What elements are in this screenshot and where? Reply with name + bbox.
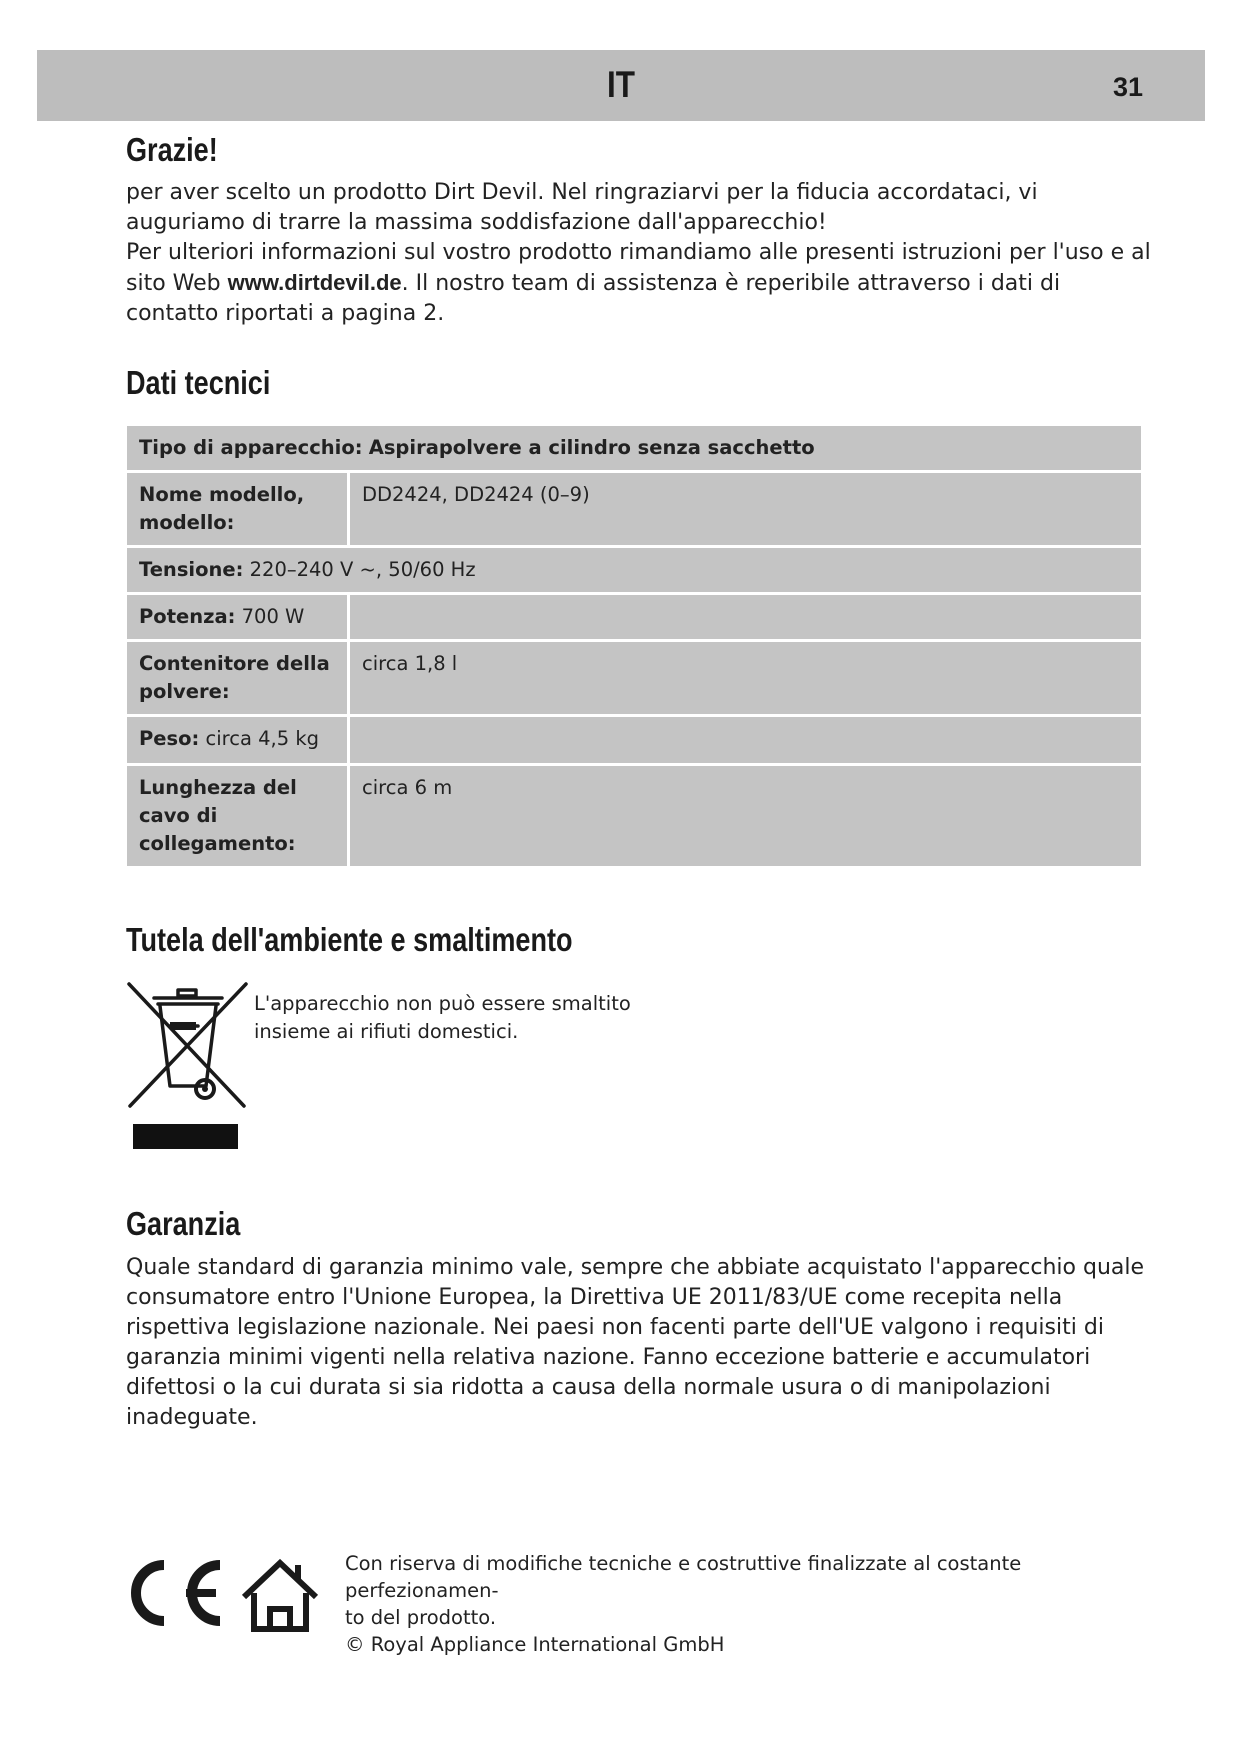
table-row (127, 595, 1141, 639)
tech-title: Dati tecnici (126, 364, 271, 401)
bin-bar-icon (170, 1022, 196, 1030)
footer-text (345, 1550, 1145, 1658)
table-label-cell: Potenza: 700 W (127, 595, 350, 639)
environment-title: Tutela dell'ambiente e smaltimento (126, 921, 573, 958)
footer-logos (124, 1553, 324, 1637)
environment-text: L'apparecchio non può essere smaltito insieme ai rifiuti domestici. (254, 992, 631, 1043)
ce-mark-icon (136, 1565, 220, 1621)
footer-copyright: © Royal Appliance International GmbH (345, 1633, 725, 1656)
table-label-cell: Contenitore della polvere: (127, 642, 350, 714)
table-value-cell (350, 595, 1141, 639)
table-label-cell: Nome modello, modello: (127, 473, 350, 545)
warranty-title: Garanzia (126, 1205, 241, 1242)
footer-line-1: Con riserva di modifiche tecniche e costruttive finalizzate al costante perfezionamen- (345, 1552, 1022, 1602)
table-value-cell: DD2424, DD2424 (0–9) (350, 473, 1141, 545)
table-label-cell: Peso: circa 4,5 kg (127, 717, 350, 763)
table-value-cell: circa 1,8 l (350, 642, 1141, 714)
table-cell: Tensione: 220–240 V ~, 50/60 Hz (127, 548, 1141, 592)
tech-spec-table (127, 423, 1141, 869)
table-value-cell (350, 717, 1141, 763)
weee-crossed-bin-icon (126, 982, 250, 1168)
warranty-text: Quale standard di garanzia minimo vale, sempre che abbiate acquistato l'apparecchio quale consumatore entro l'Unione Europea, la Direttiva UE 2011/83/UE come recepita nella rispettiva legislazione nazionale. Nei paesi non facenti parte dell'UE valgono i requisiti di garanzia minimi vigenti nella relativa nazione. Fanno eccezione batterie e accumulatori difettosi o la cui durata si sia ridotta a causa della normale usura o di manipolazioni inadeguate. (126, 1255, 1145, 1430)
intro-title: Grazie! (126, 131, 218, 168)
table-row (127, 642, 1141, 714)
house-icon (244, 1563, 316, 1629)
intro-paragraph (126, 178, 1156, 329)
page-header (37, 50, 1205, 121)
weee-black-bar (133, 1124, 238, 1149)
table-cell: Tipo di apparecchio: Aspirapolvere a cilindro senza sacchetto (127, 426, 1141, 470)
table-row (127, 717, 1141, 763)
website-link[interactable]: www.dirtdevil.de (227, 270, 402, 295)
weee-bin-svg (126, 982, 250, 1164)
table-row (127, 766, 1141, 866)
language-code: IT (607, 64, 635, 105)
table-row (127, 426, 1141, 470)
table-row (127, 548, 1141, 592)
table-row (127, 473, 1141, 545)
intro-line-1: per aver scelto un prodotto Dirt Devil. Nel ringraziarvi per la fiducia accordataci, vi auguriamo di trarre la massima soddisfazione dall'apparecchio! (126, 180, 1038, 235)
footer-line-2: to del prodotto. (345, 1606, 497, 1629)
page-number: 31 (1112, 72, 1143, 102)
table-value-cell: circa 6 m (350, 766, 1141, 866)
intro-line-2: Per ulteriori informazioni sul vostro prodotto rimandiamo alle presenti istruzioni per l'uso e al sito Web www.dirtdevil.de. Il nostro team di assistenza è reperibile attraverso i dati di contatto riportati a pagina 2. (126, 240, 1151, 326)
table-label-cell: Lunghezza del cavo di collegamento: (127, 766, 350, 866)
